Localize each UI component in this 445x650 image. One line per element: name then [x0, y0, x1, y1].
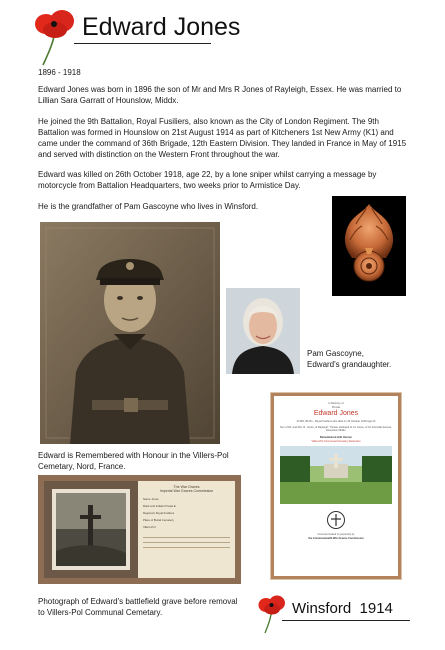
letter-line: Villers-Pol	[143, 525, 156, 529]
cwgc-certificate	[271, 393, 401, 579]
cert-name: Edward Jones	[313, 410, 359, 418]
footer-underline	[282, 620, 410, 621]
letter-line: Place of Burial Cemetery	[143, 518, 174, 522]
cemetery-photo	[280, 446, 392, 504]
footer-title	[292, 600, 393, 617]
pam-gascoyne-photo	[226, 288, 300, 374]
remembered-caption: Edward is Remembered with Honour in the Villers-Pol Cemetary, Nord, France.	[38, 451, 229, 471]
title-underline	[74, 43, 211, 44]
cert-commemorated: Commemorated in perpetuity by	[317, 533, 355, 537]
cert-service: 27309, 9th Bn., Royal Fusiliers who died on 26 October 1918 Age 22	[296, 420, 376, 424]
footer-place: Winsford	[292, 600, 352, 617]
letter-heading-1: The War Graves	[173, 485, 200, 489]
life-years: 1896 - 1918	[38, 68, 81, 77]
cert-cemetery: Villers-Pol Communal Cemetery Extension	[311, 439, 361, 443]
letter-line: Regiment Royal Fusiliers	[143, 511, 175, 515]
paragraph-death: Edward was killed on 26th October 1918, age 22, by a lone sniper whilst carrying a message by motorcycle from Battalion Headquarters, two weeks prior to Armistice Day.	[38, 170, 377, 190]
paragraph-service: He joined the 9th Battalion, Royal Fusiliers, also known as the City of London Regiment. The 9th Battalion was formed in Hounslow on 21st August 1914 as part of Kitcheners 1st New Army (K1) and came under the command of 36th Brigade, 12th Eastern Division. They landed in France in May of 1915 and served with distinction on the Western Front throughout the war.	[38, 117, 407, 159]
cert-rank: Private	[331, 405, 341, 409]
page-title: Edward Jones	[82, 13, 241, 41]
grave-caption: Photograph of Edward's battlefield grave before removal to Villers-Pol Communal Cemetary.	[38, 597, 238, 617]
cert-family: Son of Mr. and Mrs. R. Jones, of Rayleigh; Trustee Husband of Lil. Jones, of 16 Grenville Avenue, Hounslow, Middx.	[280, 425, 392, 433]
paragraph-family: He is the grandfather of Pam Gascoyne who lives in Winsford.	[38, 202, 259, 211]
pam-caption: Pam Gascoyne, Edward's grandaughter.	[307, 349, 392, 369]
war-graves-letter	[38, 475, 241, 584]
cert-commission: the Commonwealth War Graves Commission	[308, 536, 364, 540]
edward-jones-portrait-photo	[40, 222, 220, 444]
cert-in-memory: In Memory of	[328, 402, 344, 405]
royal-fusiliers-cap-badge	[332, 196, 406, 296]
cwgc-emblem-icon	[326, 510, 346, 530]
cert-remembered: Remembered with Honour	[319, 435, 353, 439]
poppy-icon	[258, 594, 286, 634]
letter-line: Rank and Initials Private E.	[143, 504, 177, 508]
footer-year: 1914	[359, 600, 393, 617]
letter-line: Name Jones	[143, 497, 159, 501]
paragraph-birth: Edward Jones was born in 1896 the son of Mr and Mrs R Jones of Rayleigh, Essex. He was married to Lillian Sara Garratt of Hounslow, Middx.	[38, 85, 402, 105]
pam-portrait	[226, 288, 300, 374]
soldier-portrait	[40, 222, 220, 444]
battlefield-grave-photo	[44, 481, 138, 578]
royal-fusiliers-badge-photo	[332, 196, 406, 296]
poppy-icon	[34, 8, 76, 66]
letter-heading-2: Imperial War Graves Commission	[159, 489, 214, 493]
